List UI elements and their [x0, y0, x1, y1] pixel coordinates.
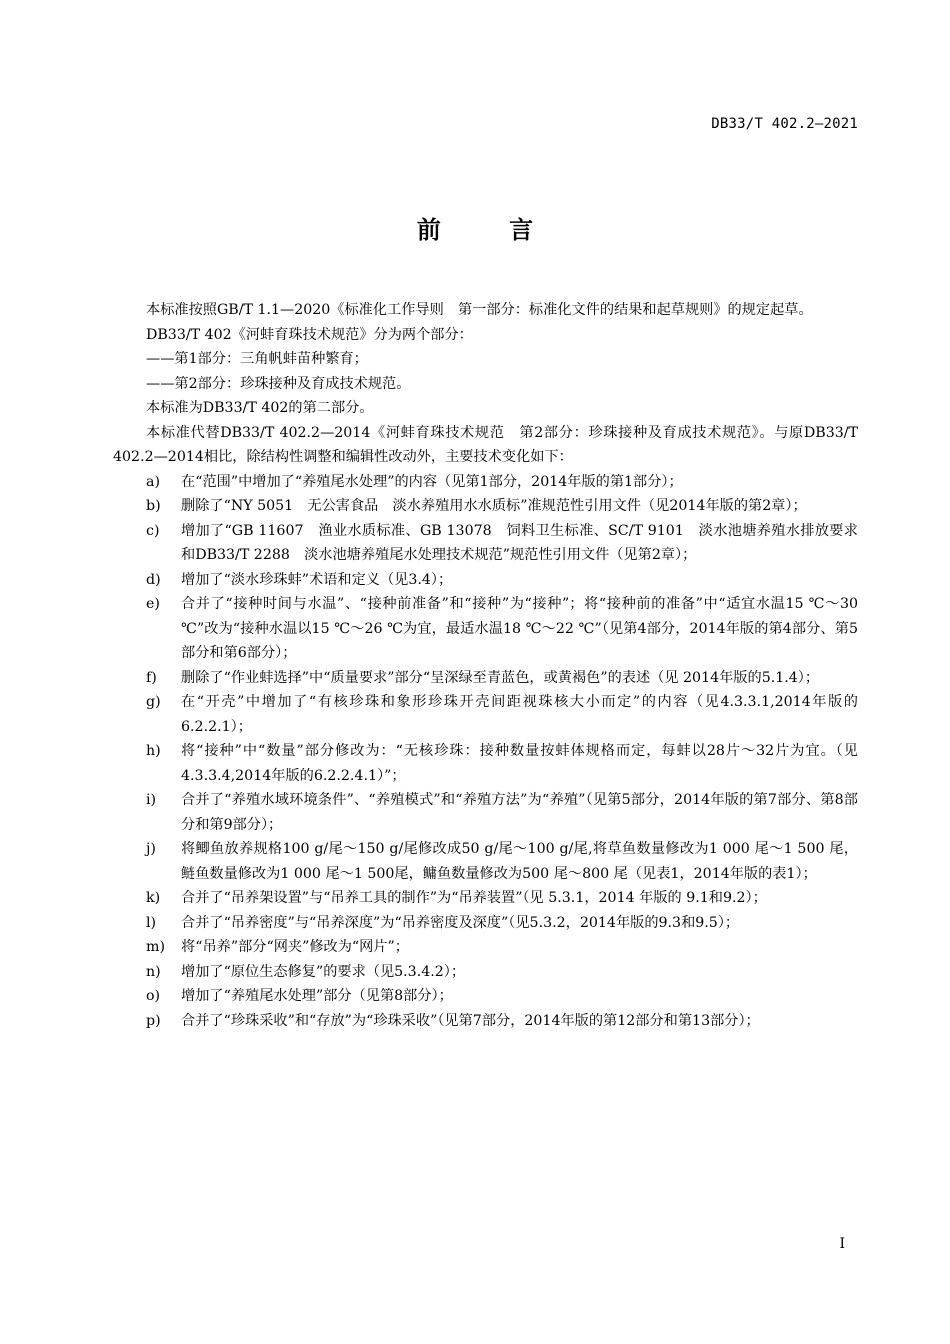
list-marker: o)	[146, 988, 161, 1004]
list-text: 删除了“作业蚌选择”中“质量要求”部分“呈深绿至青蓝色，或黄褐色”的表述（见 2014年版的5.1.4）；	[181, 669, 820, 686]
change-item-p	[113, 1009, 858, 1034]
list-marker: k)	[146, 890, 161, 906]
list-text: 合并了“珍珠采收”和“存放”为“珍珠采收”（见第7部分，2014年版的第12部分和第13部分）；	[181, 1012, 760, 1029]
list-text: 删除了“NY 5051 无公害食品 淡水养殖用水水质标”准规范性引用文件（见2014年版的第2章）；	[181, 498, 807, 514]
list-text: 增加了“养殖尾水处理”部分（见第8部分）；	[181, 988, 453, 1004]
list-text: 合并了“养殖水域环境条件”、“养殖模式”和“养殖方法”为“养殖”（见第5部分，2014年版的第7部分、第8部分和第9部分）；	[181, 792, 858, 833]
change-item-i	[113, 788, 858, 837]
list-marker: m)	[146, 939, 165, 955]
list-marker: n)	[146, 963, 161, 980]
change-item-e	[113, 592, 858, 666]
paragraph-part-2: ——第2部分：珍珠接种及育成技术规范。	[146, 375, 411, 392]
list-marker: c)	[146, 522, 160, 539]
change-item-o	[113, 984, 858, 1009]
change-item-d	[113, 568, 858, 593]
change-item-j	[113, 837, 858, 886]
page-title: 前 言	[416, 216, 564, 244]
list-text: 在“范围”中增加了“养殖尾水处理”的内容（见第1部分，2014年版的第1部分）；	[181, 473, 683, 490]
change-item-h	[113, 739, 858, 788]
list-marker: e)	[146, 596, 160, 612]
change-item-g	[113, 690, 858, 739]
list-text: 合并了“接种时间与水温”、“接种前准备”和“接种”为“接种”；将“接种前的准备”中“适宜水温15 ℃～30 ℃”改为“接种水温以15 ℃～26 ℃为宜，最适水温18 ℃～22 ℃”（见第4部分，2014年版的第4部分、第5部分和第6部分）；	[181, 596, 858, 661]
list-marker: b)	[146, 498, 161, 514]
change-item-n	[113, 960, 858, 985]
list-marker: d)	[146, 571, 161, 588]
list-text: 将“吊养”部分“网夹”修改为“网片”；	[181, 939, 409, 955]
paragraph-part-1: ——第1部分：三角帆蚌苗种繁育；	[146, 351, 368, 367]
change-item-a	[113, 470, 858, 495]
list-marker: p)	[146, 1012, 161, 1029]
change-item-m	[113, 935, 858, 960]
list-text: 增加了“淡水珍珠蚌”术语和定义（见3.4）；	[181, 571, 453, 588]
paragraph-drafting-basis: 本标准按照GB/T 1.1—2020《标准化工作导则 第一部分：标准化文件的结果和起草规则》的规定起草。	[146, 302, 813, 318]
list-marker: l)	[146, 914, 157, 931]
list-marker: j)	[146, 841, 156, 857]
list-text: 合并了“吊养密度”与“吊养深度”为“吊养密度及深度”（见5.3.2，2014年版的9.3和9.5）；	[181, 914, 740, 931]
list-marker: f)	[146, 669, 157, 686]
list-text: 将鲫鱼放养规格100 g/尾～150 g/尾修改成50 g/尾～100 g/尾,将草鱼数量修改为1 000 尾～1 500 尾，鲢鱼数量修改为1 000 尾～1 500尾，鳙鱼数量修改为500 尾～800 尾（见表1，2014年版的表1）；	[181, 841, 858, 882]
list-text: 增加了“GB 11607 渔业水质标准、GB 13078 饲料卫生标准、SC/T 9101 淡水池塘养殖水排放要求和DB33/T 2288 淡水池塘养殖尾水处理技术规范”规范性引用文件（见第2章）；	[181, 522, 858, 563]
paragraph-parts-intro: DB33/T 402《河蚌育珠技术规范》分为两个部分：	[146, 326, 473, 343]
list-text: 合并了“吊养架设置”与“吊养工具的制作”为“吊养装置”（见 5.3.1，2014 年版的 9.1和9.2）；	[181, 890, 767, 906]
paragraph-replacement: 本标准代替DB33/T 402.2—2014《河蚌育珠技术规范 第2部分：珍珠接种及育成技术规范》。与原DB33/T 402.2—2014相比，除结构性调整和编辑性改动外，主要技术变化如下：	[113, 424, 858, 465]
paragraph-this-part: 本标准为DB33/T 402的第二部分。	[146, 400, 374, 416]
list-marker: h)	[146, 743, 161, 759]
list-marker: i)	[146, 792, 157, 808]
list-text: 在“开壳”中增加了“有核珍珠和象形珍珠开壳间距视珠核大小而定”的内容（见4.3.3.1,2014年版的6.2.2.1）；	[181, 694, 858, 735]
change-item-f	[113, 666, 858, 691]
change-item-l	[113, 911, 858, 936]
page-number: I	[839, 1236, 845, 1252]
change-item-k	[113, 886, 858, 911]
change-item-c	[113, 519, 858, 568]
change-item-b	[113, 494, 858, 519]
list-text: 增加了“原位生态修复”的要求（见5.3.4.2）；	[181, 963, 466, 980]
list-text: 将“接种”中“数量”部分修改为：“无核珍珠：接种数量按蚌体规格而定，每蚌以28片～32片为宜。（见4.3.3.4,2014年版的6.2.2.4.1）”；	[181, 743, 858, 784]
list-marker: g)	[146, 694, 161, 710]
document-code: DB33/T 402.2—2021	[711, 116, 858, 132]
foreword-body	[113, 298, 858, 1033]
list-marker: a)	[146, 473, 160, 490]
